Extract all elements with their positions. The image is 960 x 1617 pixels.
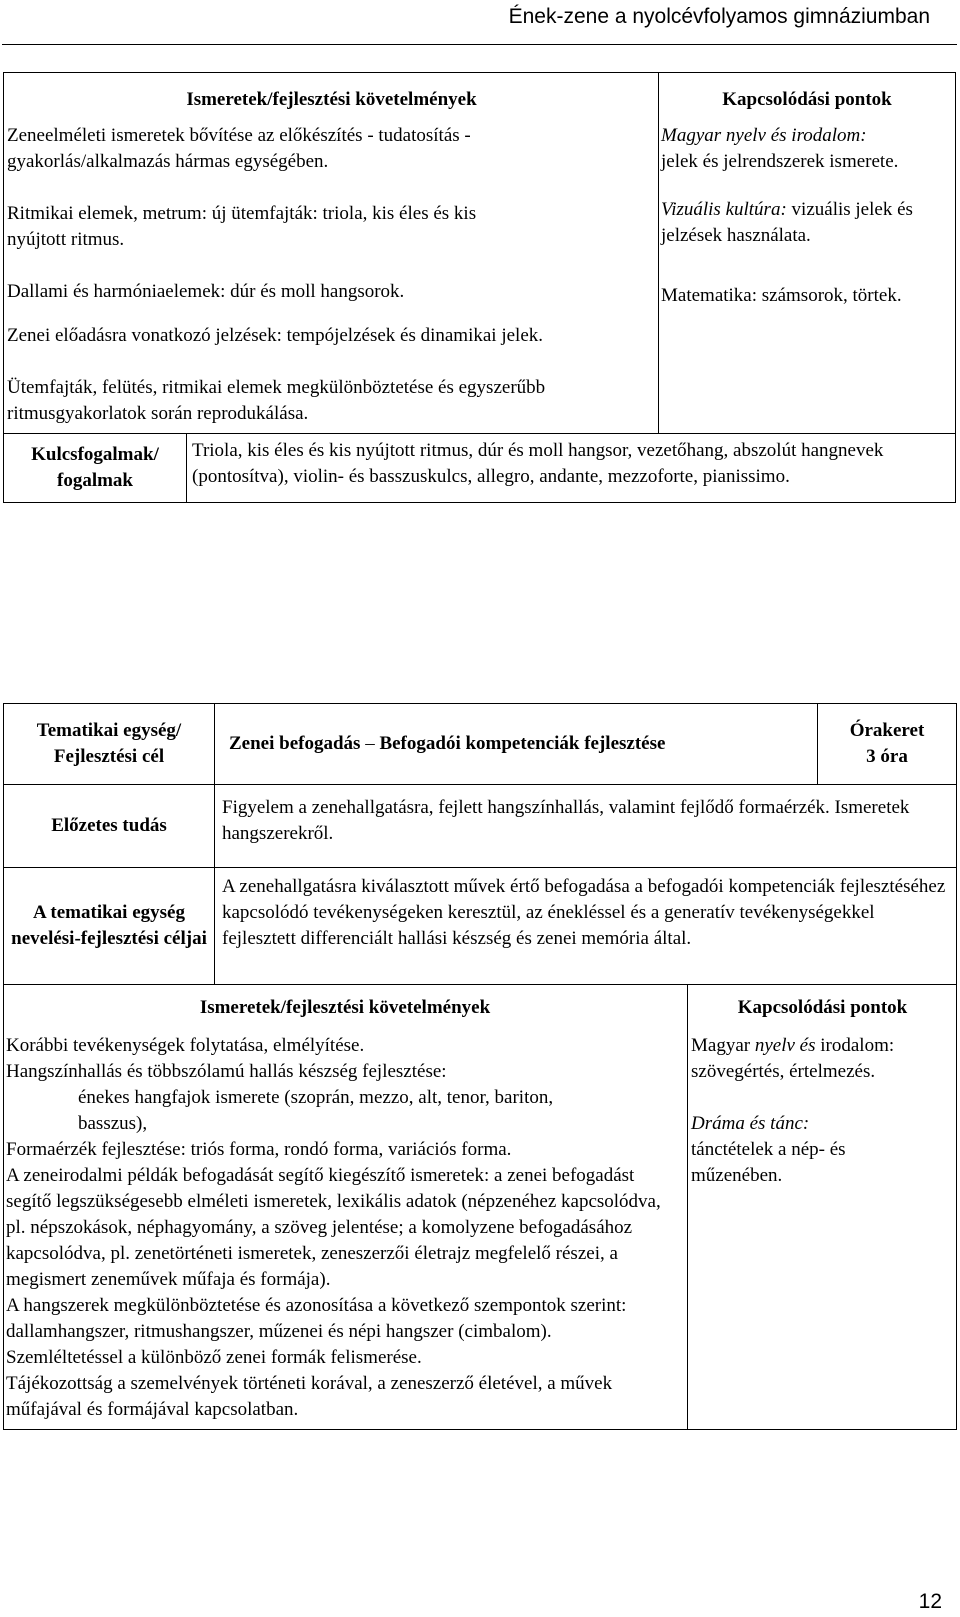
thematic-unit-label: Tematikai egység/ Fejlesztési cél	[4, 704, 215, 785]
connections-cell-2	[688, 985, 957, 1429]
thematic-unit-table	[3, 703, 957, 1430]
key-concepts-row	[4, 434, 956, 503]
req-line-indented: énekes hangfajok ismerete (szoprán, mezzo, alt, tenor, bariton, basszus),	[78, 1087, 554, 1134]
key-concepts-text: Triola, kis éles és kis nyújtott ritmus, dúr és moll hangsor, vezetőhang, abszolút hangnevek (pontosítva), violin- és basszuskulcs, allegro, andante, mezzoforte, pianissimo.	[192, 440, 884, 487]
running-header: Ének-zene a nyolcévfolyamos gimnáziumban	[508, 5, 930, 28]
req-line: Szemléltetéssel a különböző zenei formák felismerése.	[6, 1347, 422, 1368]
key-concepts-label: Kulcsfogalmak/ fogalmak	[4, 434, 187, 502]
subject-word-italic: nyelv és	[754, 1035, 816, 1056]
requirements-cell-2	[4, 985, 688, 1429]
col-header-requirements-2: Ismeretek/fejlesztési követelmények	[199, 997, 491, 1018]
prior-knowledge-label: Előzetes tudás	[4, 785, 215, 868]
connection-item	[661, 123, 953, 175]
connections-cell	[659, 73, 956, 434]
req-line: Tájékozottság a szemelvények történeti korával, a zeneszerző életével, a művek műfajával és formájával kapcsolatban.	[6, 1373, 613, 1420]
requirements-row-2	[4, 985, 957, 1430]
connection-text: irodalom: szövegértés, értelmezés.	[691, 1035, 895, 1082]
hours-label: Órakeret	[849, 720, 925, 741]
req-line: A zeneirodalmi példák befogadását segítő kiegészítő ismeretek: a zenei befogadást segítő legszükségesebb elméleti ismeretek, lexikális adatok (népzenéhez kapcsolódva, pl. népszokások, néphagyomány, a szöveg jelentése; a komolyzene befogadásához kapcsolódva, pl. zenetörténeti ismeretek, zeneszerzői életrajz megfelelő részei, a megismert zeneművek műfaja és formája).	[6, 1165, 661, 1290]
connection-text: jelek és jelrendszerek ismerete.	[661, 151, 899, 172]
thematic-unit-title	[215, 704, 818, 785]
connection-text: tánctételek a nép- és műzenében.	[691, 1139, 846, 1186]
col-header-connections-2: Kapcsolódási pontok	[737, 997, 908, 1018]
subject-word: Magyar	[691, 1035, 751, 1056]
connection-item	[661, 197, 931, 249]
req-line: A hangszerek megkülönböztetése és azonosítása a következő szempontok szerint: dallamhangszer, ritmushangszer, műzenei és népi hangszer (cimbalom).	[6, 1295, 627, 1342]
req-paragraph: Ütemfajták, felütés, ritmikai elemek megkülönböztetése és egyszerűbb ritmusgyakorlatok során reprodukálása.	[7, 377, 546, 424]
unit-subtitle: Befogadói kompetenciák fejlesztése	[379, 733, 666, 754]
req-paragraph: Zeneelméleti ismeretek bővítése az előkészítés - tudatosítás - gyakorlás/alkalmazás hármas egységében.	[7, 125, 471, 172]
req-paragraph: Ritmikai elemek, metrum: új ütemfajták: triola, kis éles és kis nyújtott ritmus.	[7, 203, 477, 250]
prior-knowledge-text: Figyelem a zenehallgatásra, fejlett hangszínhallás, valamint fejlődő formaérzék. Ismeretek hangszerekről.	[215, 785, 957, 868]
subject-name: Vizuális kultúra:	[661, 199, 787, 220]
col-header-requirements: Ismeretek/fejlesztési követelmények	[186, 89, 477, 110]
req-line: Formaérzék fejlesztése: triós forma, rondó forma, variációs forma.	[6, 1139, 512, 1160]
title-dash: –	[365, 733, 375, 754]
req-paragraph: Zenei előadásra vonatkozó jelzések: tempójelzések és dinamikai jelek.	[7, 325, 543, 346]
hours-value: 3 óra	[866, 746, 908, 767]
connection-item	[691, 1033, 941, 1085]
requirements-table-1	[3, 72, 956, 503]
unit-title: Zenei befogadás	[229, 733, 361, 754]
subject-name: Magyar nyelv és irodalom:	[661, 125, 867, 146]
connection-text: vizuális jelek és jelzések használata.	[661, 199, 913, 246]
header-rule	[2, 44, 957, 45]
req-paragraph: Dallami és harmóniaelemek: dúr és moll hangsorok.	[7, 281, 405, 302]
goals-text: A zenehallgatásra kiválasztott művek értő befogadása a befogadói kompetenciák fejlesztéséhez kapcsolódó tevékenységeken keresztül, az énekléssel és a generatív tevékenységekkel fejlesztett differenciált hallási készség és zenei memória által.	[215, 868, 957, 985]
hours-cell	[818, 704, 957, 785]
connection-item: Matematika: számsorok, törtek.	[661, 285, 902, 306]
connection-item	[691, 1111, 941, 1189]
page-number: 12	[918, 1590, 942, 1613]
col-header-connections: Kapcsolódási pontok	[722, 89, 892, 110]
req-line: Korábbi tevékenységek folytatása, elmélyítése.	[6, 1035, 365, 1056]
subject-name: Dráma és tánc:	[691, 1113, 810, 1134]
req-line: Hangszínhallás és többszólamú hallás készség fejlesztése:	[6, 1061, 447, 1082]
requirements-cell	[4, 73, 659, 434]
goals-label: A tematikai egység nevelési-fejlesztési céljai	[4, 868, 215, 985]
